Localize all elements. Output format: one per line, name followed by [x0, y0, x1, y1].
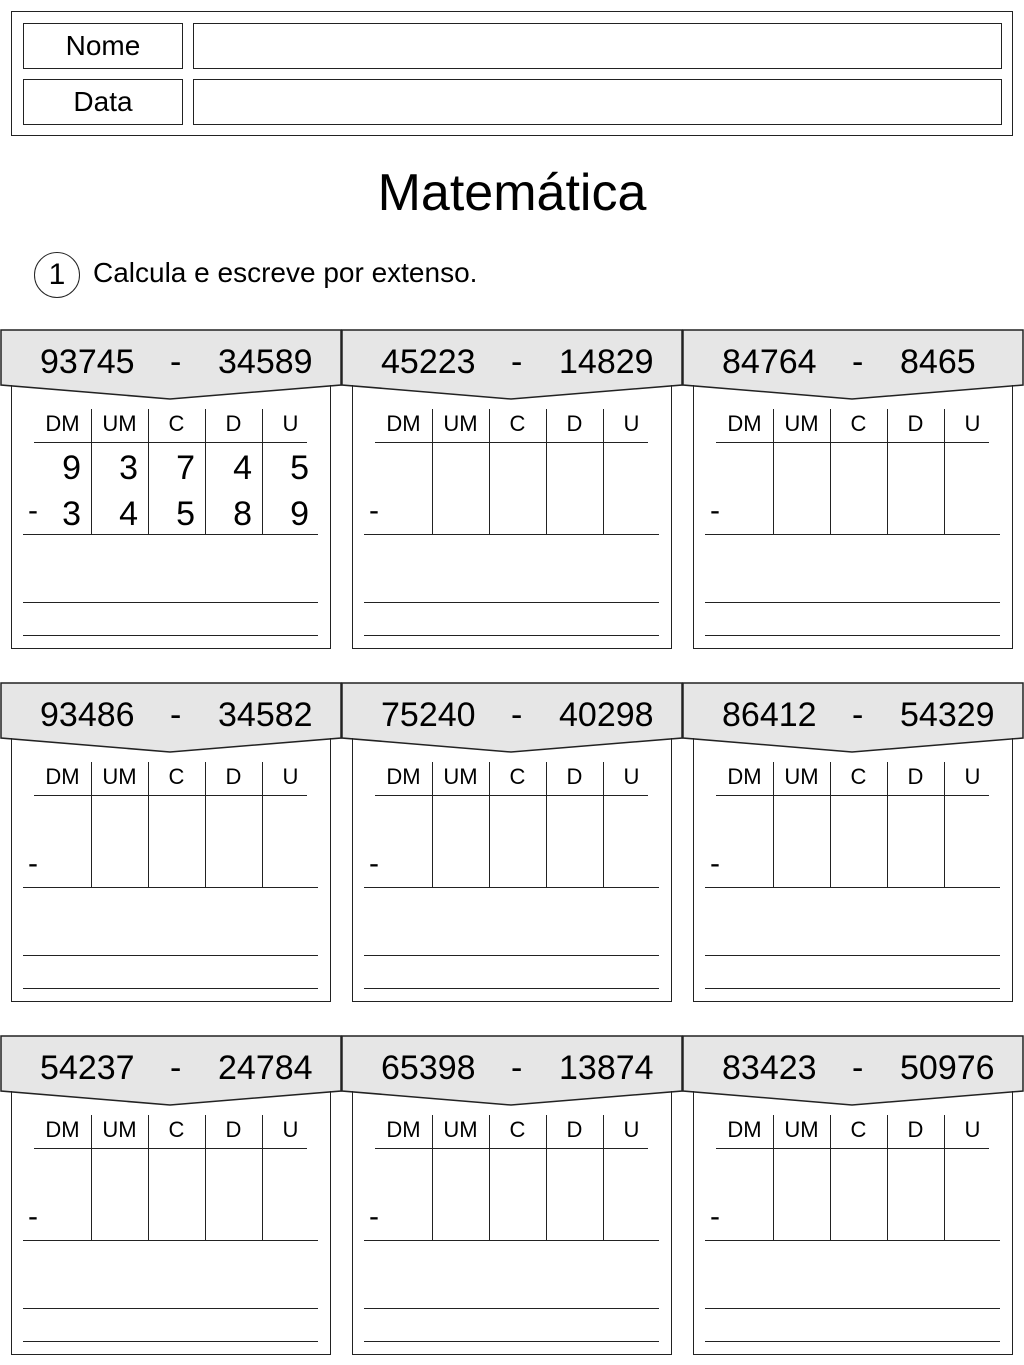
subtrahend-digit: 3	[62, 495, 81, 533]
minuend: 93745	[40, 343, 135, 381]
place-value-header: UM	[784, 1117, 819, 1142]
exercise-card	[341, 329, 683, 649]
column-divider	[603, 1115, 604, 1241]
column-divider	[603, 762, 604, 888]
exercise-card	[682, 1035, 1024, 1355]
column-divider	[432, 1115, 433, 1241]
subtrahend-digit: 5	[176, 495, 195, 533]
operator: -	[511, 696, 523, 734]
column-divider	[489, 409, 490, 535]
writing-line[interactable]	[23, 635, 318, 636]
column-divider	[432, 762, 433, 888]
result-line[interactable]	[705, 887, 1000, 888]
writing-line[interactable]	[364, 1308, 659, 1309]
result-line[interactable]	[364, 534, 659, 535]
minuend-digit: 3	[119, 449, 138, 487]
subtrahend-digit: 4	[119, 495, 138, 533]
place-value-header: D	[907, 764, 924, 789]
writing-line[interactable]	[23, 1341, 318, 1342]
subtrahend: 34582	[218, 696, 313, 734]
subtrahend-digit: 9	[290, 495, 309, 533]
place-value-header: UM	[443, 1117, 478, 1142]
operator: -	[852, 696, 864, 734]
minus-sign: -	[369, 494, 379, 527]
header-rule	[716, 795, 989, 796]
writing-line[interactable]	[364, 635, 659, 636]
result-line[interactable]	[705, 1240, 1000, 1241]
column-divider	[773, 409, 774, 535]
place-value-header: U	[964, 1117, 981, 1142]
exercise-card	[341, 682, 683, 1002]
place-value-header: U	[282, 1117, 299, 1142]
writing-line[interactable]	[364, 988, 659, 989]
column-divider	[887, 762, 888, 888]
place-value-header: D	[225, 764, 242, 789]
minus-sign: -	[710, 1200, 720, 1233]
subtrahend: 13874	[559, 1049, 654, 1087]
minuend: 83423	[722, 1049, 817, 1087]
place-value-header: D	[225, 411, 242, 436]
place-value-header: U	[623, 1117, 640, 1142]
column-divider	[262, 762, 263, 888]
minus-sign: -	[369, 847, 379, 880]
writing-line[interactable]	[23, 1308, 318, 1309]
writing-line[interactable]	[705, 635, 1000, 636]
place-value-header: C	[509, 764, 526, 789]
place-value-header: DM	[386, 411, 421, 436]
place-value-header: C	[509, 411, 526, 436]
date-field[interactable]	[193, 79, 1002, 125]
operator: -	[852, 343, 864, 381]
column-divider	[773, 762, 774, 888]
place-value-header: DM	[727, 411, 762, 436]
place-value-header: C	[168, 764, 185, 789]
subtrahend: 50976	[900, 1049, 995, 1087]
writing-line[interactable]	[364, 1341, 659, 1342]
minus-sign: -	[28, 494, 38, 527]
minus-sign: -	[28, 1200, 38, 1233]
minuend: 84764	[722, 343, 817, 381]
place-value-header: UM	[443, 411, 478, 436]
header-rule	[716, 442, 989, 443]
date-label: Data	[23, 79, 183, 125]
result-line[interactable]	[364, 887, 659, 888]
column-divider	[546, 1115, 547, 1241]
place-value-header: UM	[784, 411, 819, 436]
header-rule	[716, 1148, 989, 1149]
place-value-header: U	[282, 764, 299, 789]
minuend: 86412	[722, 696, 817, 734]
column-divider	[603, 409, 604, 535]
subtrahend: 24784	[218, 1049, 313, 1087]
operator: -	[170, 343, 182, 381]
place-value-header: C	[850, 1117, 867, 1142]
header-rule	[34, 795, 307, 796]
exercise-card	[0, 682, 342, 1002]
question-instruction: Calcula e escreve por extenso.	[93, 257, 478, 288]
exercise-card	[682, 329, 1024, 649]
header-rule	[34, 442, 307, 443]
place-value-header: U	[282, 411, 299, 436]
column-divider	[148, 1115, 149, 1241]
column-divider	[91, 1115, 92, 1241]
minuend-digit: 4	[233, 449, 252, 487]
minus-sign: -	[710, 494, 720, 527]
column-divider	[205, 762, 206, 888]
operator: -	[852, 1049, 864, 1087]
column-divider	[91, 762, 92, 888]
operator: -	[511, 1049, 523, 1087]
subtrahend: 14829	[559, 343, 654, 381]
place-value-header: D	[225, 1117, 242, 1142]
place-value-header: C	[850, 411, 867, 436]
result-line[interactable]	[705, 534, 1000, 535]
question-number: 1	[34, 252, 80, 298]
place-value-header: C	[168, 1117, 185, 1142]
column-divider	[944, 762, 945, 888]
minus-sign: -	[28, 847, 38, 880]
subtrahend: 40298	[559, 696, 654, 734]
place-value-header: DM	[386, 1117, 421, 1142]
exercise-card	[0, 329, 342, 649]
header-rule	[34, 1148, 307, 1149]
minuend: 45223	[381, 343, 476, 381]
exercise-card	[0, 1035, 342, 1355]
column-divider	[432, 409, 433, 535]
column-divider	[944, 409, 945, 535]
subtrahend-digit: 8	[233, 495, 252, 533]
writing-line[interactable]	[23, 988, 318, 989]
name-label: Nome	[23, 23, 183, 69]
place-value-header: D	[566, 1117, 583, 1142]
place-value-header: DM	[727, 764, 762, 789]
writing-line[interactable]	[705, 1341, 1000, 1342]
place-value-header: DM	[386, 764, 421, 789]
minuend-digit: 5	[290, 449, 309, 487]
place-value-header: C	[509, 1117, 526, 1142]
exercise-card	[341, 1035, 683, 1355]
place-value-header: U	[964, 764, 981, 789]
minuend-digit: 9	[62, 449, 81, 487]
place-value-header: U	[623, 764, 640, 789]
place-value-header: D	[566, 764, 583, 789]
header-box	[11, 11, 1013, 136]
header-rule	[375, 795, 648, 796]
place-value-header: D	[566, 411, 583, 436]
writing-line[interactable]	[23, 602, 318, 603]
column-divider	[489, 1115, 490, 1241]
writing-line[interactable]	[364, 602, 659, 603]
place-value-header: DM	[45, 411, 80, 436]
place-value-header: DM	[45, 1117, 80, 1142]
minuend: 54237	[40, 1049, 135, 1087]
column-divider	[944, 1115, 945, 1241]
minuend-digit: 7	[176, 449, 195, 487]
place-value-header: UM	[102, 764, 137, 789]
result-line[interactable]	[23, 534, 318, 535]
result-line[interactable]	[23, 1240, 318, 1241]
page-title: Matemática	[377, 164, 647, 222]
writing-line[interactable]	[705, 955, 1000, 956]
column-divider	[773, 1115, 774, 1241]
column-divider	[148, 762, 149, 888]
column-divider	[489, 762, 490, 888]
column-divider	[887, 1115, 888, 1241]
subtrahend: 34589	[218, 343, 313, 381]
minuend: 93486	[40, 696, 135, 734]
writing-line[interactable]	[705, 602, 1000, 603]
place-value-header: U	[964, 411, 981, 436]
writing-line[interactable]	[23, 955, 318, 956]
header-rule	[375, 442, 648, 443]
column-divider	[546, 409, 547, 535]
minus-sign: -	[710, 847, 720, 880]
writing-line[interactable]	[705, 1308, 1000, 1309]
column-divider	[830, 762, 831, 888]
subtrahend: 54329	[900, 696, 995, 734]
column-divider	[830, 1115, 831, 1241]
writing-line[interactable]	[364, 955, 659, 956]
minus-sign: -	[369, 1200, 379, 1233]
operator: -	[511, 343, 523, 381]
place-value-header: DM	[727, 1117, 762, 1142]
column-divider	[887, 409, 888, 535]
place-value-header: D	[907, 1117, 924, 1142]
column-divider	[262, 1115, 263, 1241]
name-field[interactable]	[193, 23, 1002, 69]
writing-line[interactable]	[705, 988, 1000, 989]
place-value-header: UM	[102, 411, 137, 436]
minuend: 65398	[381, 1049, 476, 1087]
place-value-header: DM	[45, 764, 80, 789]
subtrahend: 8465	[900, 343, 976, 381]
column-divider	[546, 762, 547, 888]
place-value-header: UM	[784, 764, 819, 789]
column-divider	[205, 1115, 206, 1241]
header-rule	[375, 1148, 648, 1149]
place-value-header: UM	[102, 1117, 137, 1142]
exercise-card	[682, 682, 1024, 1002]
operator: -	[170, 696, 182, 734]
minuend: 75240	[381, 696, 476, 734]
result-line[interactable]	[23, 887, 318, 888]
result-line[interactable]	[364, 1240, 659, 1241]
operator: -	[170, 1049, 182, 1087]
place-value-header: D	[907, 411, 924, 436]
place-value-header: UM	[443, 764, 478, 789]
place-value-header: C	[850, 764, 867, 789]
place-value-header: C	[168, 411, 185, 436]
column-divider	[830, 409, 831, 535]
place-value-header: U	[623, 411, 640, 436]
